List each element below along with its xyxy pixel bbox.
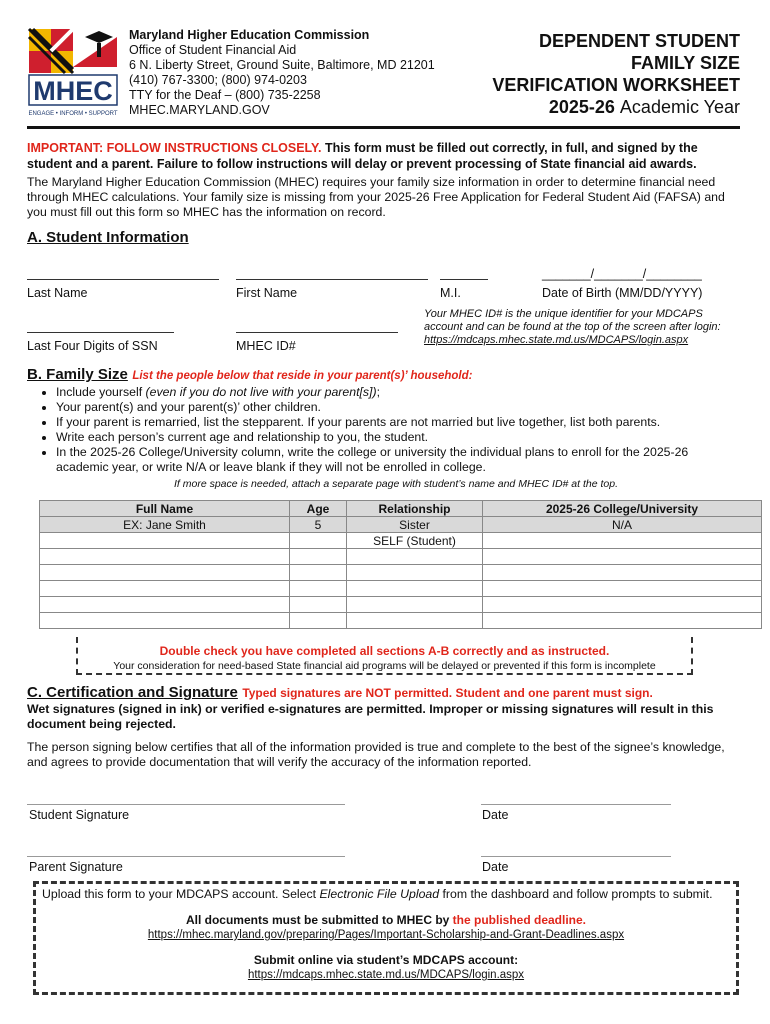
date-label-1: Date <box>482 808 509 822</box>
parent-signature-label: Parent Signature <box>29 860 123 874</box>
title-line2: FAMILY SIZE <box>630 53 740 73</box>
family-table-wrap <box>39 500 762 629</box>
col-relationship: Relationship <box>347 501 483 517</box>
deadline-link[interactable]: https://mhec.maryland.gov/preparing/Pages/Important-Scholarship-and-Grant-Deadlines.aspx <box>147 929 625 941</box>
example-row: EX: Jane Smith 5 Sister N/A <box>40 517 762 533</box>
header-divider <box>27 126 740 129</box>
logo-tagline: ENGAGE • INFORM • SUPPORT <box>28 111 118 117</box>
table-row[interactable] <box>40 581 762 597</box>
title-line1: DEPENDENT STUDENT <box>538 31 740 51</box>
mhec-id-note: Your MHEC ID# is the unique identifier for your MDCAPS account and can be found at the top of the screen after login: https://mdcaps.mhec.state.md.us/MDCAPS/login.aspx <box>424 308 721 346</box>
section-c-heading <box>27 684 653 702</box>
col-full-name: Full Name <box>40 501 290 517</box>
important-red: IMPORTANT: FOLLOW INSTRUCTIONS CLOSELY. <box>27 141 322 155</box>
parent-signature-line[interactable] <box>27 856 345 857</box>
deadline-text: All documents must be submitted to MHEC by the published deadline. <box>185 913 587 927</box>
family-table <box>39 500 762 629</box>
logo-text: MHEC <box>33 76 113 106</box>
agency-name: Maryland Higher Education Commission <box>129 28 370 42</box>
ssn-label: Last Four Digits of SSN <box>27 339 158 353</box>
important-notice <box>27 140 743 172</box>
bullet-5: • In the 2025-26 College/University column, write the college or university the individual plans to enroll for the 2025-26 academic year, or write N/A or leave blank if they will not be enrolled in college. <box>56 445 743 475</box>
date-line-1[interactable] <box>481 804 671 805</box>
tty: TTY for the Deaf – (800) 735-2258 <box>129 88 321 102</box>
section-b-instructions <box>38 385 743 475</box>
mhec-id-line[interactable] <box>236 332 398 333</box>
col-age: Age <box>290 501 347 517</box>
section-b-subtitle: List the people below that reside in your parent(s)’ household: <box>132 370 473 382</box>
double-check-box <box>76 637 693 675</box>
section-b-heading <box>27 366 472 384</box>
section-c-title: C. Certification and Signature <box>27 684 238 701</box>
last-name-label: Last Name <box>27 286 88 300</box>
date-line-2[interactable] <box>481 856 671 857</box>
table-row[interactable] <box>40 597 762 613</box>
first-name-label: First Name <box>236 286 298 300</box>
website[interactable]: MHEC.MARYLAND.GOV <box>129 103 270 117</box>
office-name: Office of Student Financial Aid <box>129 43 297 57</box>
table-row[interactable] <box>40 549 762 565</box>
mdcaps-link[interactable]: https://mdcaps.mhec.state.md.us/MDCAPS/login.aspx <box>424 334 689 346</box>
section-a-title: A. Student Information <box>27 229 189 246</box>
bullet-4: • Write each person’s current age and relationship to you, the student. <box>56 430 743 445</box>
year-rest: Academic Year <box>619 97 740 117</box>
section-c-bold-note: Wet signatures (signed in ink) or verified e-signatures are permitted. Improper or missing signatures will result in this document being rejected. <box>27 702 714 731</box>
table-row[interactable] <box>40 613 762 629</box>
double-check-red: Double check you have completed all sections A-B correctly and as instructed. <box>159 644 610 658</box>
table-row[interactable] <box>40 565 762 581</box>
bullet-1: • Include yourself (even if you do not live with your parent[s]); <box>56 385 743 400</box>
mi-label: M.I. <box>440 286 461 300</box>
address: 6 N. Liberty Street, Ground Suite, Baltimore, MD 21201 <box>129 58 435 72</box>
double-check-black: Your consideration for need-based State financial aid programs will be delayed or prevented if this form is incomplete <box>113 660 656 672</box>
title-line3: VERIFICATION WORKSHEET <box>492 75 740 95</box>
date-label-2: Date <box>482 860 509 874</box>
important-black: This form must be filled out correctly, in full, and signed by the student and a parent. Failure to follow instructions will delay or prevent processing of State financial aid awards. <box>27 141 698 171</box>
submission-box <box>33 881 739 995</box>
online-link[interactable]: https://mdcaps.mhec.state.md.us/MDCAPS/login.aspx <box>247 969 525 981</box>
bullet-2: • Your parent(s) and your parent(s)’ other children. <box>56 400 743 415</box>
online-text: Submit online via student’s MDCAPS account: <box>253 953 519 967</box>
ssn-line[interactable] <box>27 332 174 333</box>
intro-paragraph: The Maryland Higher Education Commission (MHEC) requires your family size information in order to determine financial need through MHEC calculations. Your family size is missing from your 2025-26 Free Application for Federal Student Aid (FAFSA) and you must fill out this form so MHEC has the information on record. <box>27 175 725 219</box>
bullet-3: • If your parent is remarried, list the stepparent. If your parents are not married but live together, list both parents. <box>56 415 743 430</box>
form-title <box>492 30 740 118</box>
certify-text: The person signing below certifies that all of the information provided is true and complete to the best of the signee’s knowledge, and agrees to provide documentation that will verify the accuracy of the information reported. <box>27 740 725 769</box>
phone: (410) 767-3300; (800) 974-0203 <box>129 73 307 87</box>
table-row[interactable]: SELF (Student) <box>40 533 762 549</box>
section-c-red-note: Typed signatures are NOT permitted. Student and one parent must sign. <box>242 686 653 700</box>
col-college: 2025-26 College/University <box>483 501 762 517</box>
last-name-line[interactable] <box>27 279 219 280</box>
dob-label: Date of Birth (MM/DD/YYYY) <box>542 286 703 300</box>
more-space-note: If more space is needed, attach a separate page with student’s name and MHEC ID# at the top. <box>174 478 618 490</box>
upload-instructions: Upload this form to your MDCAPS account. Select Electronic File Upload from the dashboard and follow prompts to submit. <box>42 887 713 901</box>
year-bold: 2025-26 <box>548 97 615 117</box>
mhec-logo <box>27 27 119 119</box>
student-signature-line[interactable] <box>27 804 345 805</box>
section-b-title: B. Family Size <box>27 366 128 383</box>
mhec-id-label: MHEC ID# <box>236 339 296 353</box>
student-signature-label: Student Signature <box>29 808 130 822</box>
dob-blank[interactable]: _______/_______/________ <box>542 267 702 281</box>
first-name-line[interactable] <box>236 279 428 280</box>
agency-contact <box>129 28 435 118</box>
mi-line[interactable] <box>440 279 488 280</box>
